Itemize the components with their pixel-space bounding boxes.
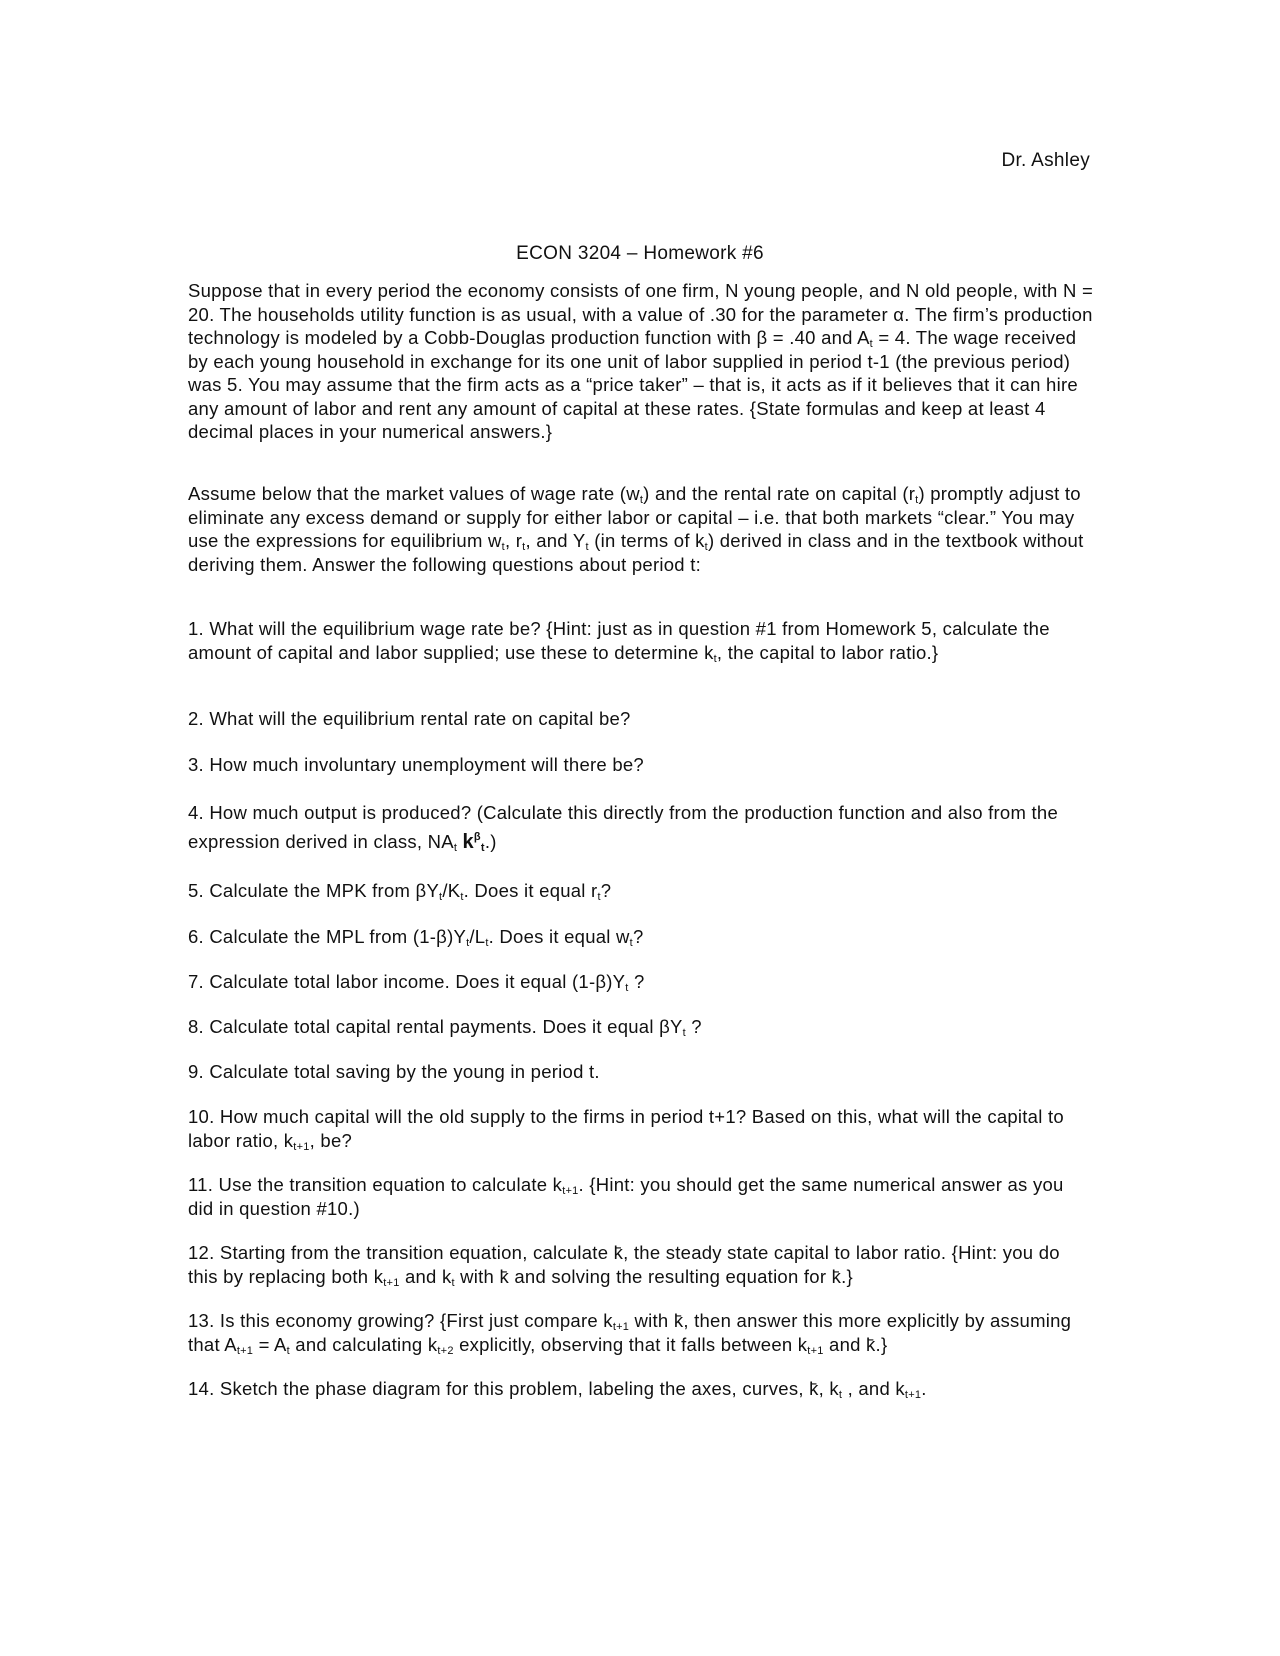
question-text: ? xyxy=(632,926,644,947)
question-text: , and k xyxy=(842,1378,905,1399)
question-text: . {Hint: you should get the same numerical answer as you did in question #10.) xyxy=(188,1174,1064,1219)
question-text: 7. Calculate total labor income. Does it equal (1-β)Y xyxy=(188,971,626,992)
subscript: t xyxy=(713,652,717,665)
subscript: t xyxy=(480,842,485,854)
subscript: t xyxy=(915,494,919,506)
question-14 xyxy=(188,1377,1094,1401)
subscript: t xyxy=(453,842,458,854)
intro-text: = 4. The wage received by each young household in exchange for its one unit of labor supplied in period t-1 (the previous period) was 5. You may assume that the firm acts as a “price taker” – that is, it acts as if it believes that it can hire any amount of labor and rent any amount of capital at these rates. {State formulas and keep at least 4 decimal places in your numerical answers.} xyxy=(188,327,1078,442)
subscript: t xyxy=(597,891,601,903)
question-text: explicitly, observing that it falls between k xyxy=(453,1333,808,1355)
question-3 xyxy=(188,753,1094,777)
question-text: = A xyxy=(253,1333,287,1355)
question-text: 8. Calculate total capital rental payments. Does it equal βY xyxy=(188,1016,683,1037)
question-13 xyxy=(188,1309,1094,1356)
subscript: t xyxy=(501,541,505,553)
question-text: 10. How much capital will the old supply to the firms in period t+1? Based on this, what will the capital to labor ratio, k xyxy=(188,1106,1064,1151)
subscript: t xyxy=(460,891,464,903)
question-text: .) xyxy=(484,831,497,852)
subscript: t xyxy=(639,494,644,506)
question-9 xyxy=(188,1060,1094,1084)
question-text: /L xyxy=(469,926,486,947)
subscript: t xyxy=(585,541,589,553)
question-text: /K xyxy=(442,880,461,901)
intro-paragraph-1 xyxy=(188,279,1094,444)
subscript: t xyxy=(629,937,633,949)
subscript: t xyxy=(682,1027,686,1039)
superscript: β xyxy=(473,831,481,843)
intro-text: Assume below that the market values of wage rate (w xyxy=(188,483,640,504)
k-beta xyxy=(463,831,485,853)
subscript: t xyxy=(451,1276,455,1289)
intro-text: (in terms of k xyxy=(588,530,705,551)
subscript: t+1 xyxy=(562,1185,579,1197)
subscript: t+1 xyxy=(807,1344,824,1357)
question-text: 1. What will the equilibrium wage rate be? {Hint: just as in question #1 from Homework 5, calculate the amount of capital and labor supplied; use these to determine k xyxy=(188,618,1050,663)
question-text: 6. Calculate the MPL from (1-β)Y xyxy=(188,926,467,947)
question-1 xyxy=(188,617,1094,664)
question-text: 5. Calculate the MPK from βY xyxy=(188,880,440,901)
subscript: t xyxy=(625,982,629,994)
question-text: , be? xyxy=(309,1129,353,1151)
intro-text: Suppose that in every period the economy consists of one firm, N young people, and N old people, with N = 20. The households utility function is as usual, with a value of .30 for the parameter α. The firm’s production technology is modeled by a Cobb-Douglas production function with β = .40 and A xyxy=(188,280,1093,348)
question-11 xyxy=(188,1173,1094,1220)
question-text: and k̄.} xyxy=(823,1333,888,1355)
k-symbol: k xyxy=(462,831,474,853)
question-text: 2. What will the equilibrium rental rate on capital be? xyxy=(188,708,631,729)
subscript: t xyxy=(522,541,526,553)
question-7 xyxy=(188,970,1094,994)
document-title: ECON 3204 – Homework #6 xyxy=(516,243,764,264)
question-2 xyxy=(188,707,1094,731)
subscript: t+1 xyxy=(293,1140,310,1153)
intro-text: ) derived in class and in the textbook without deriving them. Answer the following questions about period t: xyxy=(188,530,1084,575)
subscript: t+1 xyxy=(236,1344,254,1357)
subscript: t xyxy=(286,1344,290,1357)
subscript: t xyxy=(869,338,873,350)
subscript: t xyxy=(439,891,443,903)
intro-text: , and Y xyxy=(525,530,586,551)
question-text: 13. Is this economy growing? {First just compare k xyxy=(188,1310,613,1331)
question-text: with k̄ and solving the resulting equation for k̄.} xyxy=(454,1265,853,1287)
question-text: . Does it equal w xyxy=(488,926,630,947)
question-text: . xyxy=(921,1378,927,1399)
subscript: t xyxy=(704,541,708,553)
intro-text: , r xyxy=(504,530,523,551)
question-8 xyxy=(188,1015,1094,1039)
question-text: 4. How much output is produced? (Calculate this directly from the production function and also from the expression derived in class, NA xyxy=(188,802,1058,852)
subscript: t+2 xyxy=(437,1344,454,1357)
question-text: 9. Calculate total saving by the young in period t. xyxy=(188,1061,600,1082)
intro-paragraph-2 xyxy=(188,482,1094,576)
subscript: t xyxy=(838,1389,843,1401)
subscript: t+1 xyxy=(383,1276,400,1289)
question-text: ? xyxy=(628,971,645,992)
question-text: and k xyxy=(399,1265,452,1287)
question-text: 14. Sketch the phase diagram for this problem, labeling the axes, curves, k̄, k xyxy=(188,1378,839,1399)
intro-text: ) promptly adjust to eliminate any excess demand or supply for either labor or capital – i.e. that both markets “clear.” You may use the expressions for equilibrium w xyxy=(188,483,1081,551)
question-text: with k̄, then answer this more explicitly by assuming that A xyxy=(188,1310,1072,1355)
question-10 xyxy=(188,1105,1094,1152)
question-12 xyxy=(188,1241,1094,1288)
question-text: ? xyxy=(600,880,612,901)
question-text: 12. Starting from the transition equation, calculate k̄, the steady state capital to labor ratio. {Hint: you do this by replacing both k xyxy=(188,1242,1060,1287)
question-text: 11. Use the transition equation to calculate k xyxy=(188,1174,563,1195)
subscript: t+1 xyxy=(612,1321,630,1333)
question-text: ? xyxy=(685,1016,702,1037)
subscript: t xyxy=(466,937,470,949)
question-text: 3. How much involuntary unemployment will there be? xyxy=(188,754,644,775)
subscript: t+1 xyxy=(904,1389,922,1401)
question-text: , the capital to labor ratio.} xyxy=(716,641,939,663)
question-6 xyxy=(188,925,1094,949)
subscript: t xyxy=(485,937,489,949)
question-4 xyxy=(188,798,1094,857)
author-name: Dr. Ashley xyxy=(1001,150,1090,171)
question-text: . Does it equal r xyxy=(463,880,598,901)
question-5 xyxy=(188,879,1094,903)
intro-text: ) and the rental rate on capital (r xyxy=(643,483,916,504)
question-text: and calculating k xyxy=(289,1333,438,1355)
